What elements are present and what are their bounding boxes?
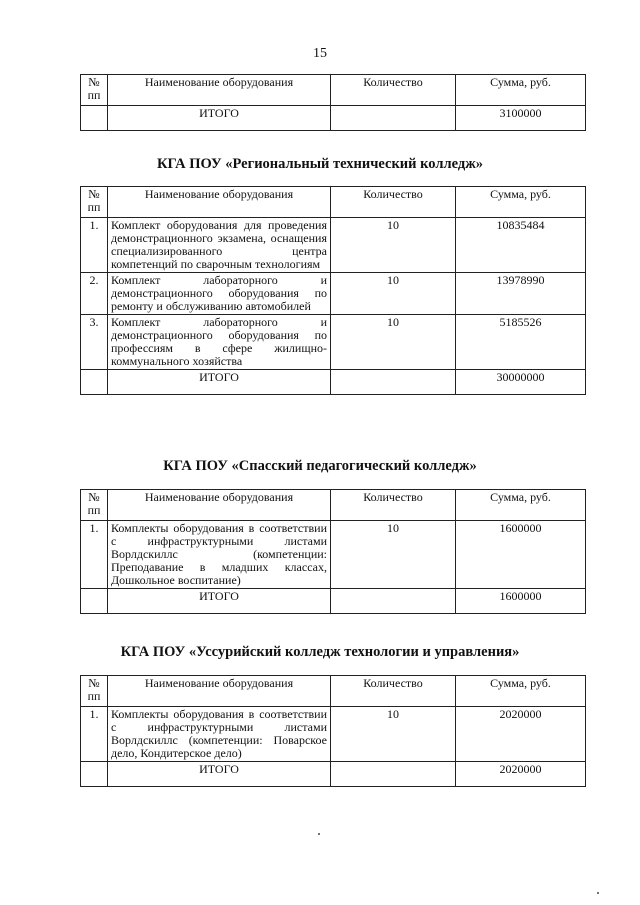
header-num: № пп bbox=[81, 187, 108, 218]
total-row bbox=[81, 106, 586, 131]
table-header-row bbox=[81, 490, 586, 521]
total-num-cell bbox=[81, 370, 108, 395]
equipment-table bbox=[80, 675, 586, 787]
row-num: 1. bbox=[81, 218, 108, 273]
row-num: 1. bbox=[81, 521, 108, 589]
row-num: 2. bbox=[81, 273, 108, 315]
total-row bbox=[81, 370, 586, 395]
total-label: ИТОГО bbox=[108, 762, 331, 787]
page-number: 15 bbox=[313, 46, 327, 61]
scan-speck bbox=[597, 892, 599, 894]
equipment-table bbox=[80, 186, 586, 395]
section-title: КГА ПОУ «Спасский педагогический колледж» bbox=[163, 458, 477, 474]
header-sum: Сумма, руб. bbox=[456, 490, 586, 521]
row-name: Комплект лабораторного и демонстрационного оборудования по профессиям в сфере жилищно-коммунального хозяйства bbox=[108, 315, 331, 370]
header-name: Наименование оборудования bbox=[108, 490, 331, 521]
total-num-cell bbox=[81, 589, 108, 614]
row-sum: 2020000 bbox=[456, 707, 586, 762]
total-qty-cell bbox=[331, 589, 456, 614]
header-sum: Сумма, руб. bbox=[456, 676, 586, 707]
row-name: Комплекты оборудования в соответствии с инфраструктурными листами Ворлдскиллс (компетенции: Поварское дело, Кондитерское дело) bbox=[108, 707, 331, 762]
total-label: ИТОГО bbox=[108, 106, 331, 131]
table-header-row bbox=[81, 75, 586, 106]
equipment-table-continued bbox=[80, 74, 586, 131]
table-row bbox=[81, 521, 586, 589]
row-name: Комплект оборудования для проведения демонстрационного экзамена, оснащения специализированного центра компетенций по сварочным технологиям bbox=[108, 218, 331, 273]
table-row bbox=[81, 315, 586, 370]
equipment-table bbox=[80, 489, 586, 614]
row-num: 1. bbox=[81, 707, 108, 762]
total-qty-cell bbox=[331, 762, 456, 787]
table-row bbox=[81, 273, 586, 315]
scan-speck bbox=[318, 833, 320, 835]
total-sum: 1600000 bbox=[456, 589, 586, 614]
row-sum: 1600000 bbox=[456, 521, 586, 589]
total-qty-cell bbox=[331, 106, 456, 131]
row-name: Комплект лабораторного и демонстрационного оборудования по ремонту и обслуживанию автомобилей bbox=[108, 273, 331, 315]
total-label: ИТОГО bbox=[108, 589, 331, 614]
total-qty-cell bbox=[331, 370, 456, 395]
total-num-cell bbox=[81, 106, 108, 131]
total-row bbox=[81, 589, 586, 614]
total-num-cell bbox=[81, 762, 108, 787]
total-row bbox=[81, 762, 586, 787]
row-qty: 10 bbox=[331, 707, 456, 762]
header-qty: Количество bbox=[331, 490, 456, 521]
header-qty: Количество bbox=[331, 676, 456, 707]
header-qty: Количество bbox=[331, 75, 456, 106]
row-sum: 5185526 bbox=[456, 315, 586, 370]
row-qty: 10 bbox=[331, 315, 456, 370]
row-qty: 10 bbox=[331, 273, 456, 315]
total-sum: 3100000 bbox=[456, 106, 586, 131]
table-row bbox=[81, 707, 586, 762]
row-sum: 13978990 bbox=[456, 273, 586, 315]
header-num: № пп bbox=[81, 676, 108, 707]
section-title: КГА ПОУ «Региональный технический колледж» bbox=[157, 156, 483, 172]
header-name: Наименование оборудования bbox=[108, 75, 331, 106]
header-name: Наименование оборудования bbox=[108, 187, 331, 218]
row-qty: 10 bbox=[331, 521, 456, 589]
table-header-row bbox=[81, 676, 586, 707]
header-num: № пп bbox=[81, 490, 108, 521]
header-sum: Сумма, руб. bbox=[456, 75, 586, 106]
row-num: 3. bbox=[81, 315, 108, 370]
row-name: Комплекты оборудования в соответствии с инфраструктурными листами Ворлдскиллс (компетенции: Преподавание в младших классах, Дошкольное воспитание) bbox=[108, 521, 331, 589]
total-sum: 30000000 bbox=[456, 370, 586, 395]
total-label: ИТОГО bbox=[108, 370, 331, 395]
header-num: № пп bbox=[81, 75, 108, 106]
row-qty: 10 bbox=[331, 218, 456, 273]
table-header-row bbox=[81, 187, 586, 218]
row-sum: 10835484 bbox=[456, 218, 586, 273]
total-sum: 2020000 bbox=[456, 762, 586, 787]
header-sum: Сумма, руб. bbox=[456, 187, 586, 218]
table-row bbox=[81, 218, 586, 273]
header-name: Наименование оборудования bbox=[108, 676, 331, 707]
section-title: КГА ПОУ «Уссурийский колледж технологии и управления» bbox=[120, 644, 520, 660]
header-qty: Количество bbox=[331, 187, 456, 218]
